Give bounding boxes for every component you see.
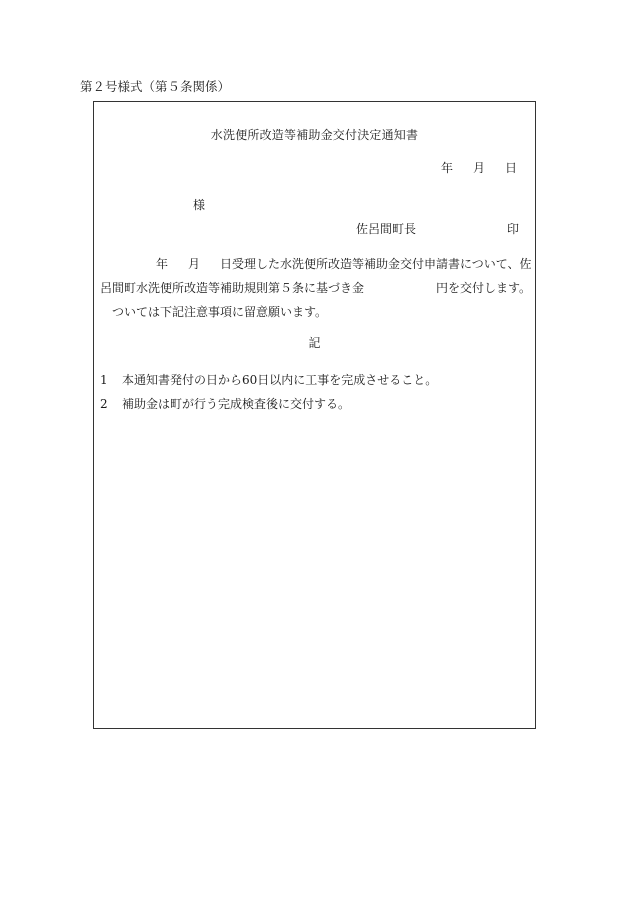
note-text: 本通知書発付の日から60日以内に工事を完成させること。 (122, 373, 438, 387)
notice-body (100, 252, 532, 324)
body-line-2-head: 呂間町水洗便所改造等補助規則第５条に基づき金 (100, 281, 365, 295)
note-item (100, 368, 437, 392)
addressee-suffix: 様 (193, 198, 206, 212)
notes-list (100, 368, 437, 416)
body-year-label: 年 (156, 257, 169, 271)
body-line-1 (100, 252, 532, 276)
body-line-1-text: 日受理した水洗便所改造等補助金交付申請書について、佐 (220, 257, 532, 271)
sender-name: 佐呂間町長 (356, 222, 417, 236)
body-line-2-tail: 円を交付します。 (436, 281, 532, 295)
note-text: 補助金は町が行う完成検査後に交付する。 (122, 397, 351, 411)
note-number: 1 (100, 373, 108, 387)
form-number: 第２号様式（第５条関係） (80, 79, 231, 94)
ki-heading: 記 (308, 336, 321, 350)
document-frame (93, 101, 536, 729)
body-line-3 (100, 300, 532, 324)
document-title: 水洗便所改造等補助金交付決定通知書 (210, 128, 419, 142)
seal-mark: 印 (506, 222, 519, 236)
body-month-label: 月 (188, 257, 201, 271)
date-day-label: 日 (504, 161, 517, 175)
body-line-2 (100, 276, 532, 300)
date-year-label: 年 (440, 161, 453, 175)
note-item (100, 392, 437, 416)
note-number: 2 (100, 397, 108, 411)
body-line-3-text: ついては下記注意事項に留意願います。 (112, 305, 328, 319)
date-month-label: 月 (472, 161, 485, 175)
date-line (441, 159, 517, 176)
